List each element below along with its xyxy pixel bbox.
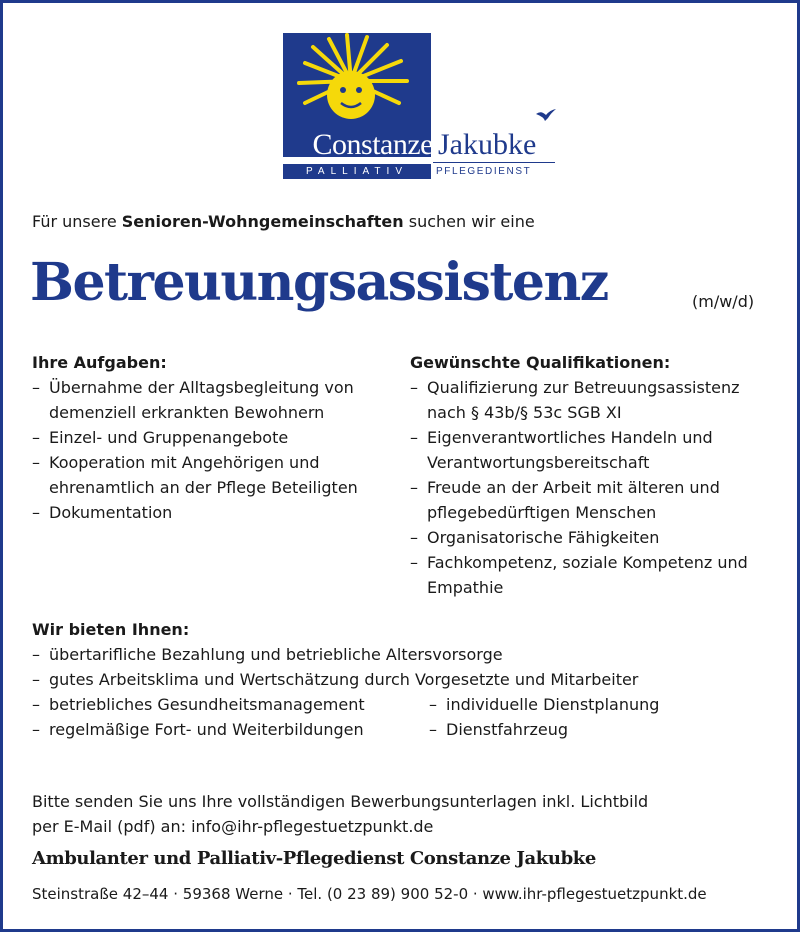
intro-highlight: Senioren-Wohngemeinschaften [121,212,404,231]
list-item: – Freude an der Arbeit mit älteren und pflegebedürftigen Menschen [410,475,780,525]
intro-suffix: suchen wir eine [403,212,535,231]
bird-icon [535,108,557,122]
closing-line: Bitte senden Sie uns Ihre vollständigen Bewerbungsunterlagen inkl. Lichtbild [32,792,649,811]
offer-list [32,642,772,692]
closing-line-email: per E-Mail (pdf) an: info@ihr-pflegestuetzpunkt.de [32,817,434,836]
list-item: – Qualifizierung zur Betreuungsassistenz nach § 43b/§ 53c SGB XI [410,375,780,425]
list-item: – Dokumentation [32,500,402,525]
list-item: – übertarifliche Bezahlung und betriebliche Altersvorsorge [32,642,772,667]
intro-prefix: Für unsere [32,212,122,231]
qualifications-heading: Gewünschte Qualifikationen: [410,353,671,372]
intro-text [32,212,535,231]
company-name: Ambulanter und Palliativ-Pflegedienst Constanze Jakubke [32,848,596,869]
logo-divider [433,162,555,163]
qualifications-section [410,350,780,600]
offer-pair-row [32,692,772,717]
application-instructions [32,789,772,839]
list-item: – Organisatorische Fähigkeiten [410,525,780,550]
offer-section [32,617,772,742]
list-item: – individuelle Dienstplanung [429,692,659,717]
list-item: – regelmäßige Fort- und Weiterbildungen [32,717,429,742]
tasks-list [32,375,402,525]
list-item: – Einzel- und Gruppenangebote [32,425,402,450]
list-item: – Fachkompetenz, soziale Kompetenz und Empathie [410,550,780,600]
list-item: – Eigenverantwortliches Handeln und Verantwortungsbereitschaft [410,425,780,475]
logo-name-last: Jakubke [438,128,537,161]
job-title: Betreuungsassistenz [30,252,608,313]
list-item: – Kooperation mit Angehörigen und ehrenamtlich an der Pflege Beteiligten [32,450,402,500]
sun-face-icon [283,33,431,128]
tasks-heading: Ihre Aufgaben: [32,353,167,372]
logo-subtitle-pflegedienst: PFLEGEDIENST [436,166,532,177]
list-item: – gutes Arbeitsklima und Wertschätzung durch Vorgesetzte und Mitarbeiter [32,667,772,692]
list-item: – betriebliches Gesundheitsmanagement [32,692,429,717]
logo-subtitle-palliativ: PALLIATIV [306,166,408,177]
list-item: – Dienstfahrzeug [429,717,568,742]
offer-pair-row [32,717,772,742]
offer-heading: Wir bieten Ihnen: [32,620,190,639]
gender-note: (m/w/d) [692,292,755,311]
list-item: – Übernahme der Alltagsbegleitung von demenziell erkrankten Bewohnern [32,375,402,425]
qualifications-list [410,375,780,600]
tasks-section [32,350,402,525]
company-address: Steinstraße 42–44 · 59368 Werne · Tel. (0 23 89) 900 52-0 · www.ihr-pflegestuetzpunkt.de [32,885,707,903]
logo-name-first: Constanze [312,128,433,161]
